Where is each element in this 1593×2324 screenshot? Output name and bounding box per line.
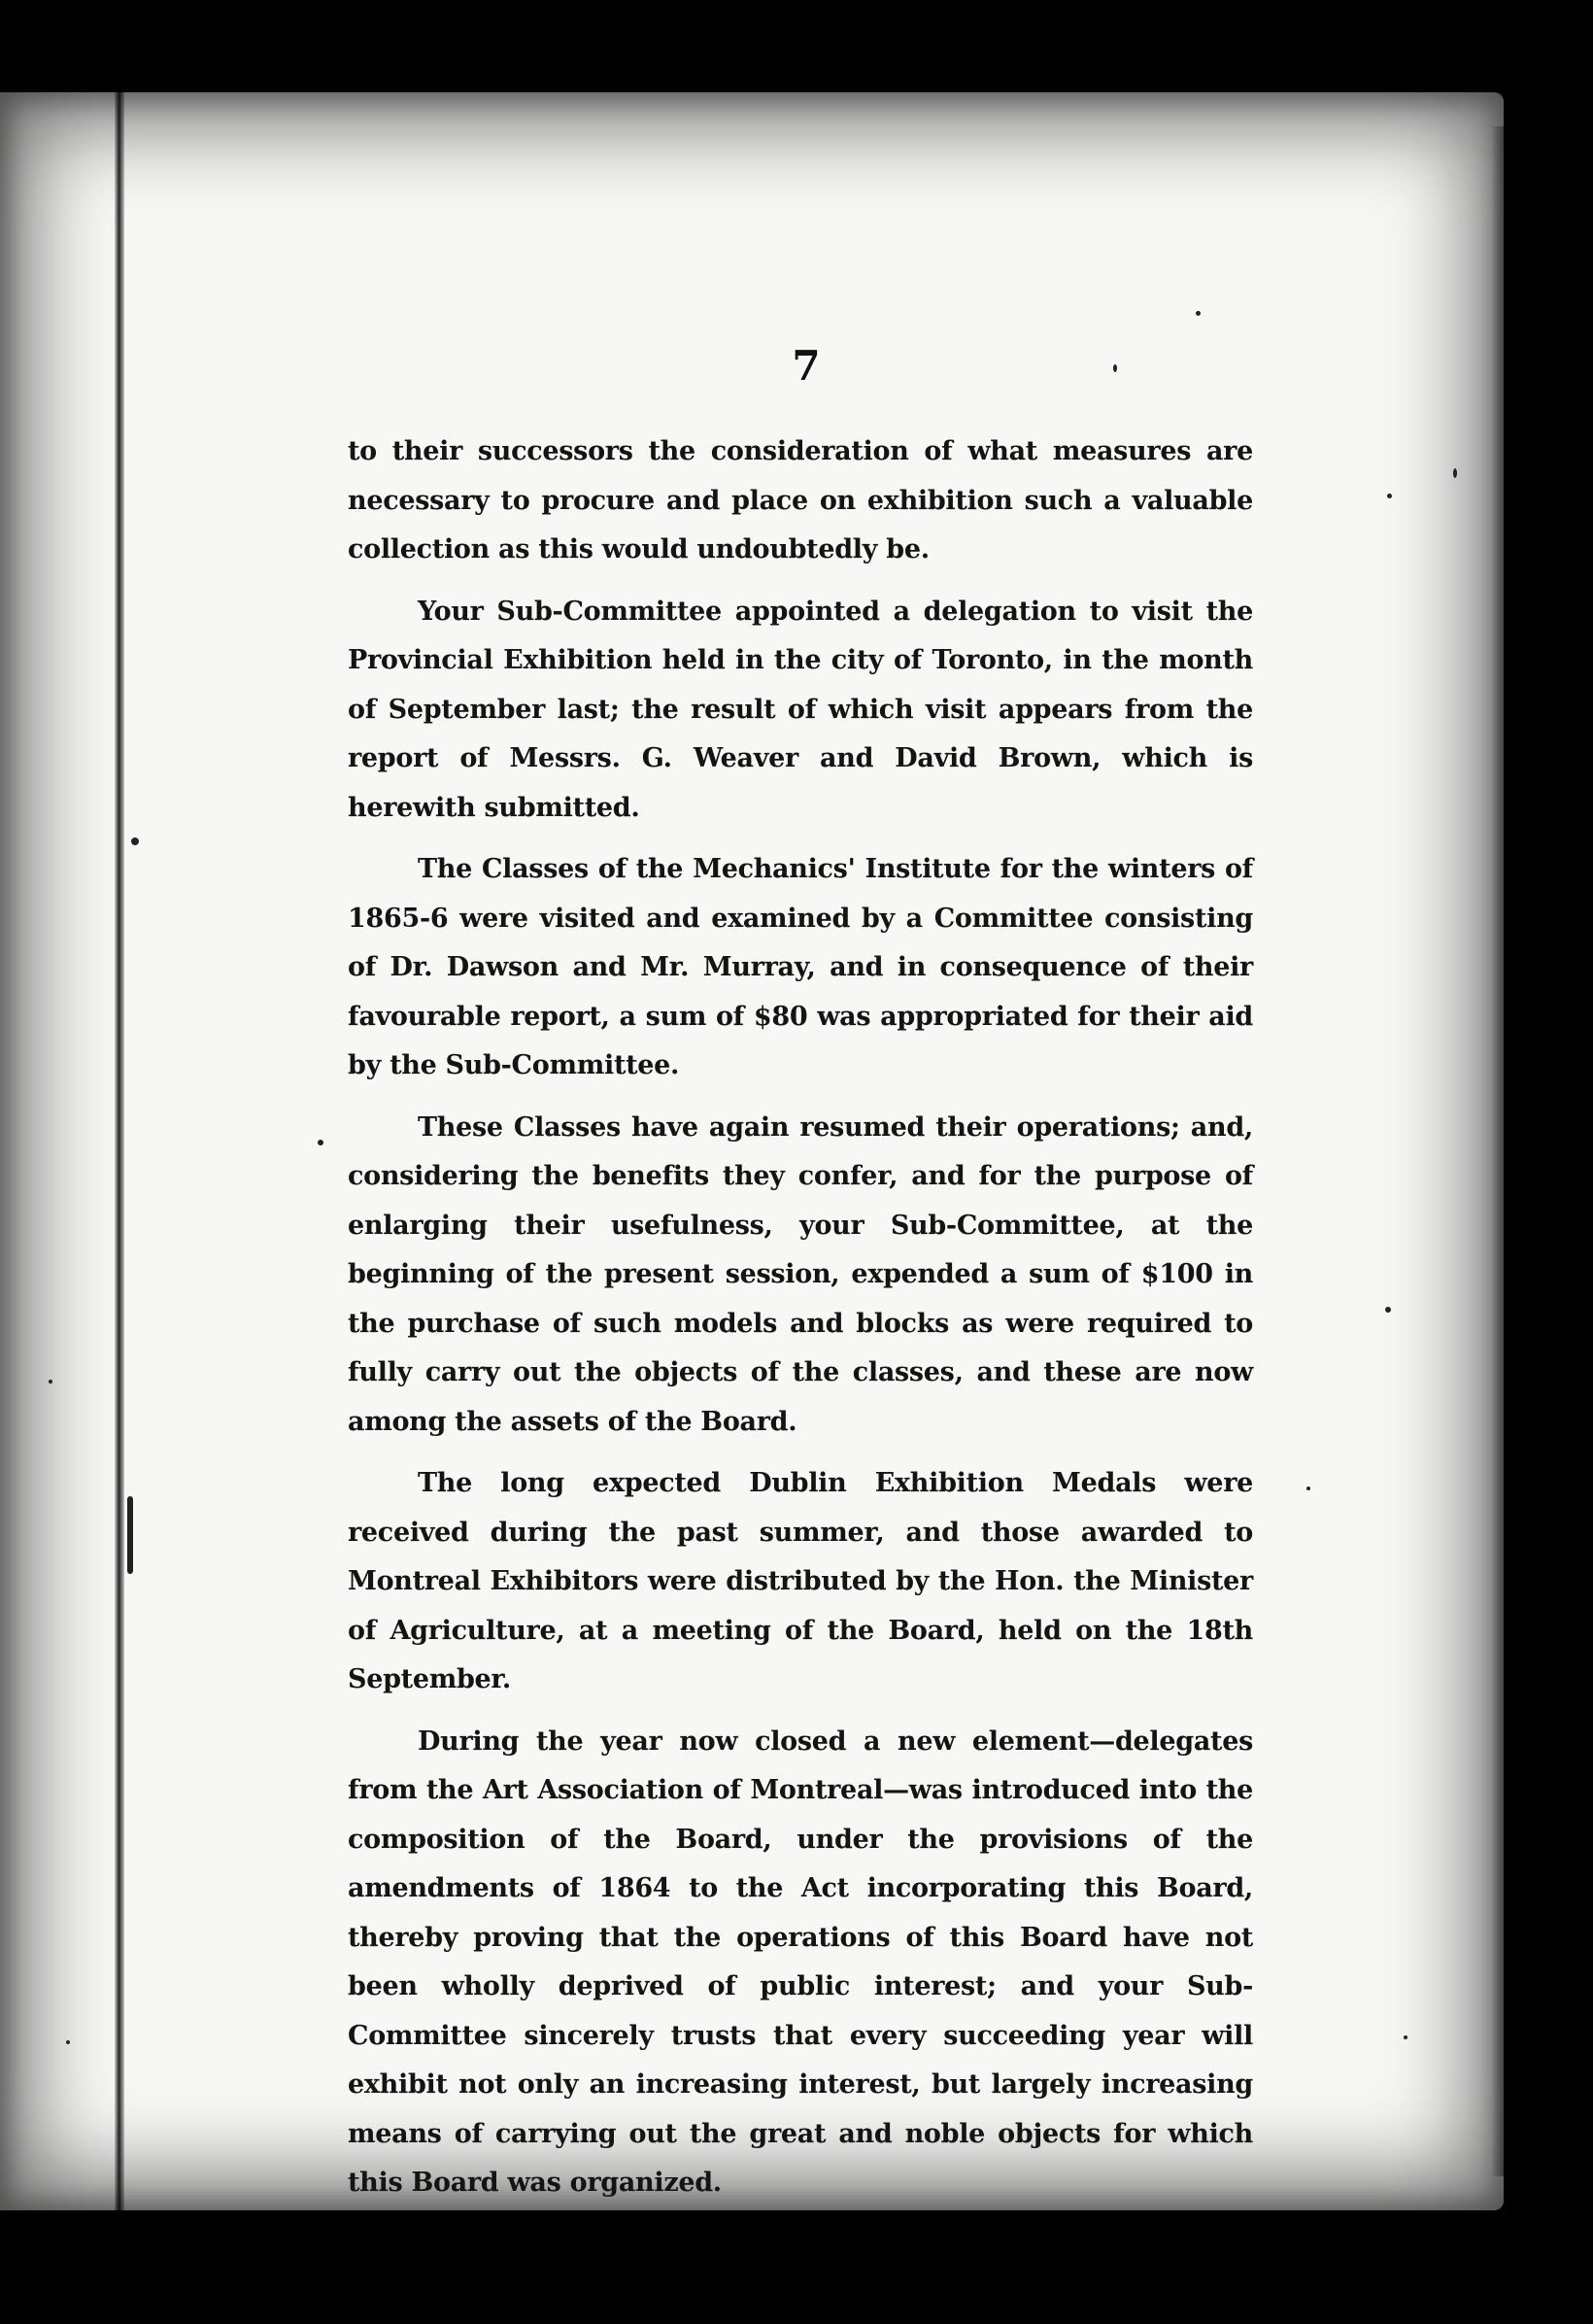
scan-speck bbox=[1113, 364, 1117, 372]
scan-speck bbox=[1387, 494, 1392, 498]
scan-speck bbox=[1385, 1307, 1391, 1313]
scan-speck bbox=[127, 1496, 133, 1574]
paragraph: During the year now closed a new element—delegates from the Art Association of Montreal—was introduced into the composition of the Board, under the provisions of the amendments of 1864 to the Act incorporating this Board, thereby proving that the operations of this Board have not been wholly deprived of public interest; and your Sub-Committee sincerely trusts that every succeeding year will exhibit not only an increasing interest, but largely increasing means of carrying out the great and noble objects for which this Board was organized. bbox=[348, 1726, 1253, 2198]
paragraph: The Classes of the Mechanics' Institute for the winters of 1865-6 were visited and examined by a Committee consisting of Dr. Dawson and Mr. Murray, and in consequence of their favourable report, a sum of $80 was appropriated for their aid by the Sub-Committee. bbox=[348, 854, 1253, 1080]
paragraph: to their successors the consideration of what measures are necessary to procure and place on exhibition such a valuable collection as this would undoubtedly be. bbox=[348, 436, 1253, 564]
document-body bbox=[348, 427, 1253, 2221]
right-page-edge-shadow bbox=[1491, 126, 1520, 2176]
scan-speck bbox=[49, 1380, 52, 1384]
scan-speck bbox=[66, 2040, 70, 2044]
paragraph: Your Sub-Committee appointed a delegation to visit the Provincial Exhibition held in the city of Toronto, in the month of September last; the result of which visit appears from the report of Messrs. G. Weaver and David Brown, which is herewith submitted. bbox=[348, 596, 1253, 823]
scan-speck bbox=[1404, 2035, 1407, 2039]
paragraph: These Classes have again resumed their operations; and, considering the benefits they confer, and for the purpose of enlarging their usefulness, your Sub-Committee, at the beginning of the present session, expended a sum of $100 in the purchase of such models and blocks as were required to fully carry out the objects of the classes, and these are now among the assets of the Board. bbox=[348, 1111, 1253, 1437]
scan-speck bbox=[1196, 311, 1201, 316]
scan-speck bbox=[1453, 468, 1457, 478]
scan-speck bbox=[318, 1140, 323, 1145]
page-number: 7 bbox=[792, 342, 821, 390]
paragraph: The long expected Dublin Exhibition Medals were received during the past summer, and those awarded to Montreal Exhibitors were distributed by the Hon. the Minister of Agriculture, at a meeting of the Board, held on the 18th September. bbox=[348, 1468, 1253, 1694]
binding-fold-shadow bbox=[115, 92, 124, 2210]
scan-speck bbox=[1306, 1487, 1310, 1490]
scan-speck bbox=[131, 837, 139, 845]
